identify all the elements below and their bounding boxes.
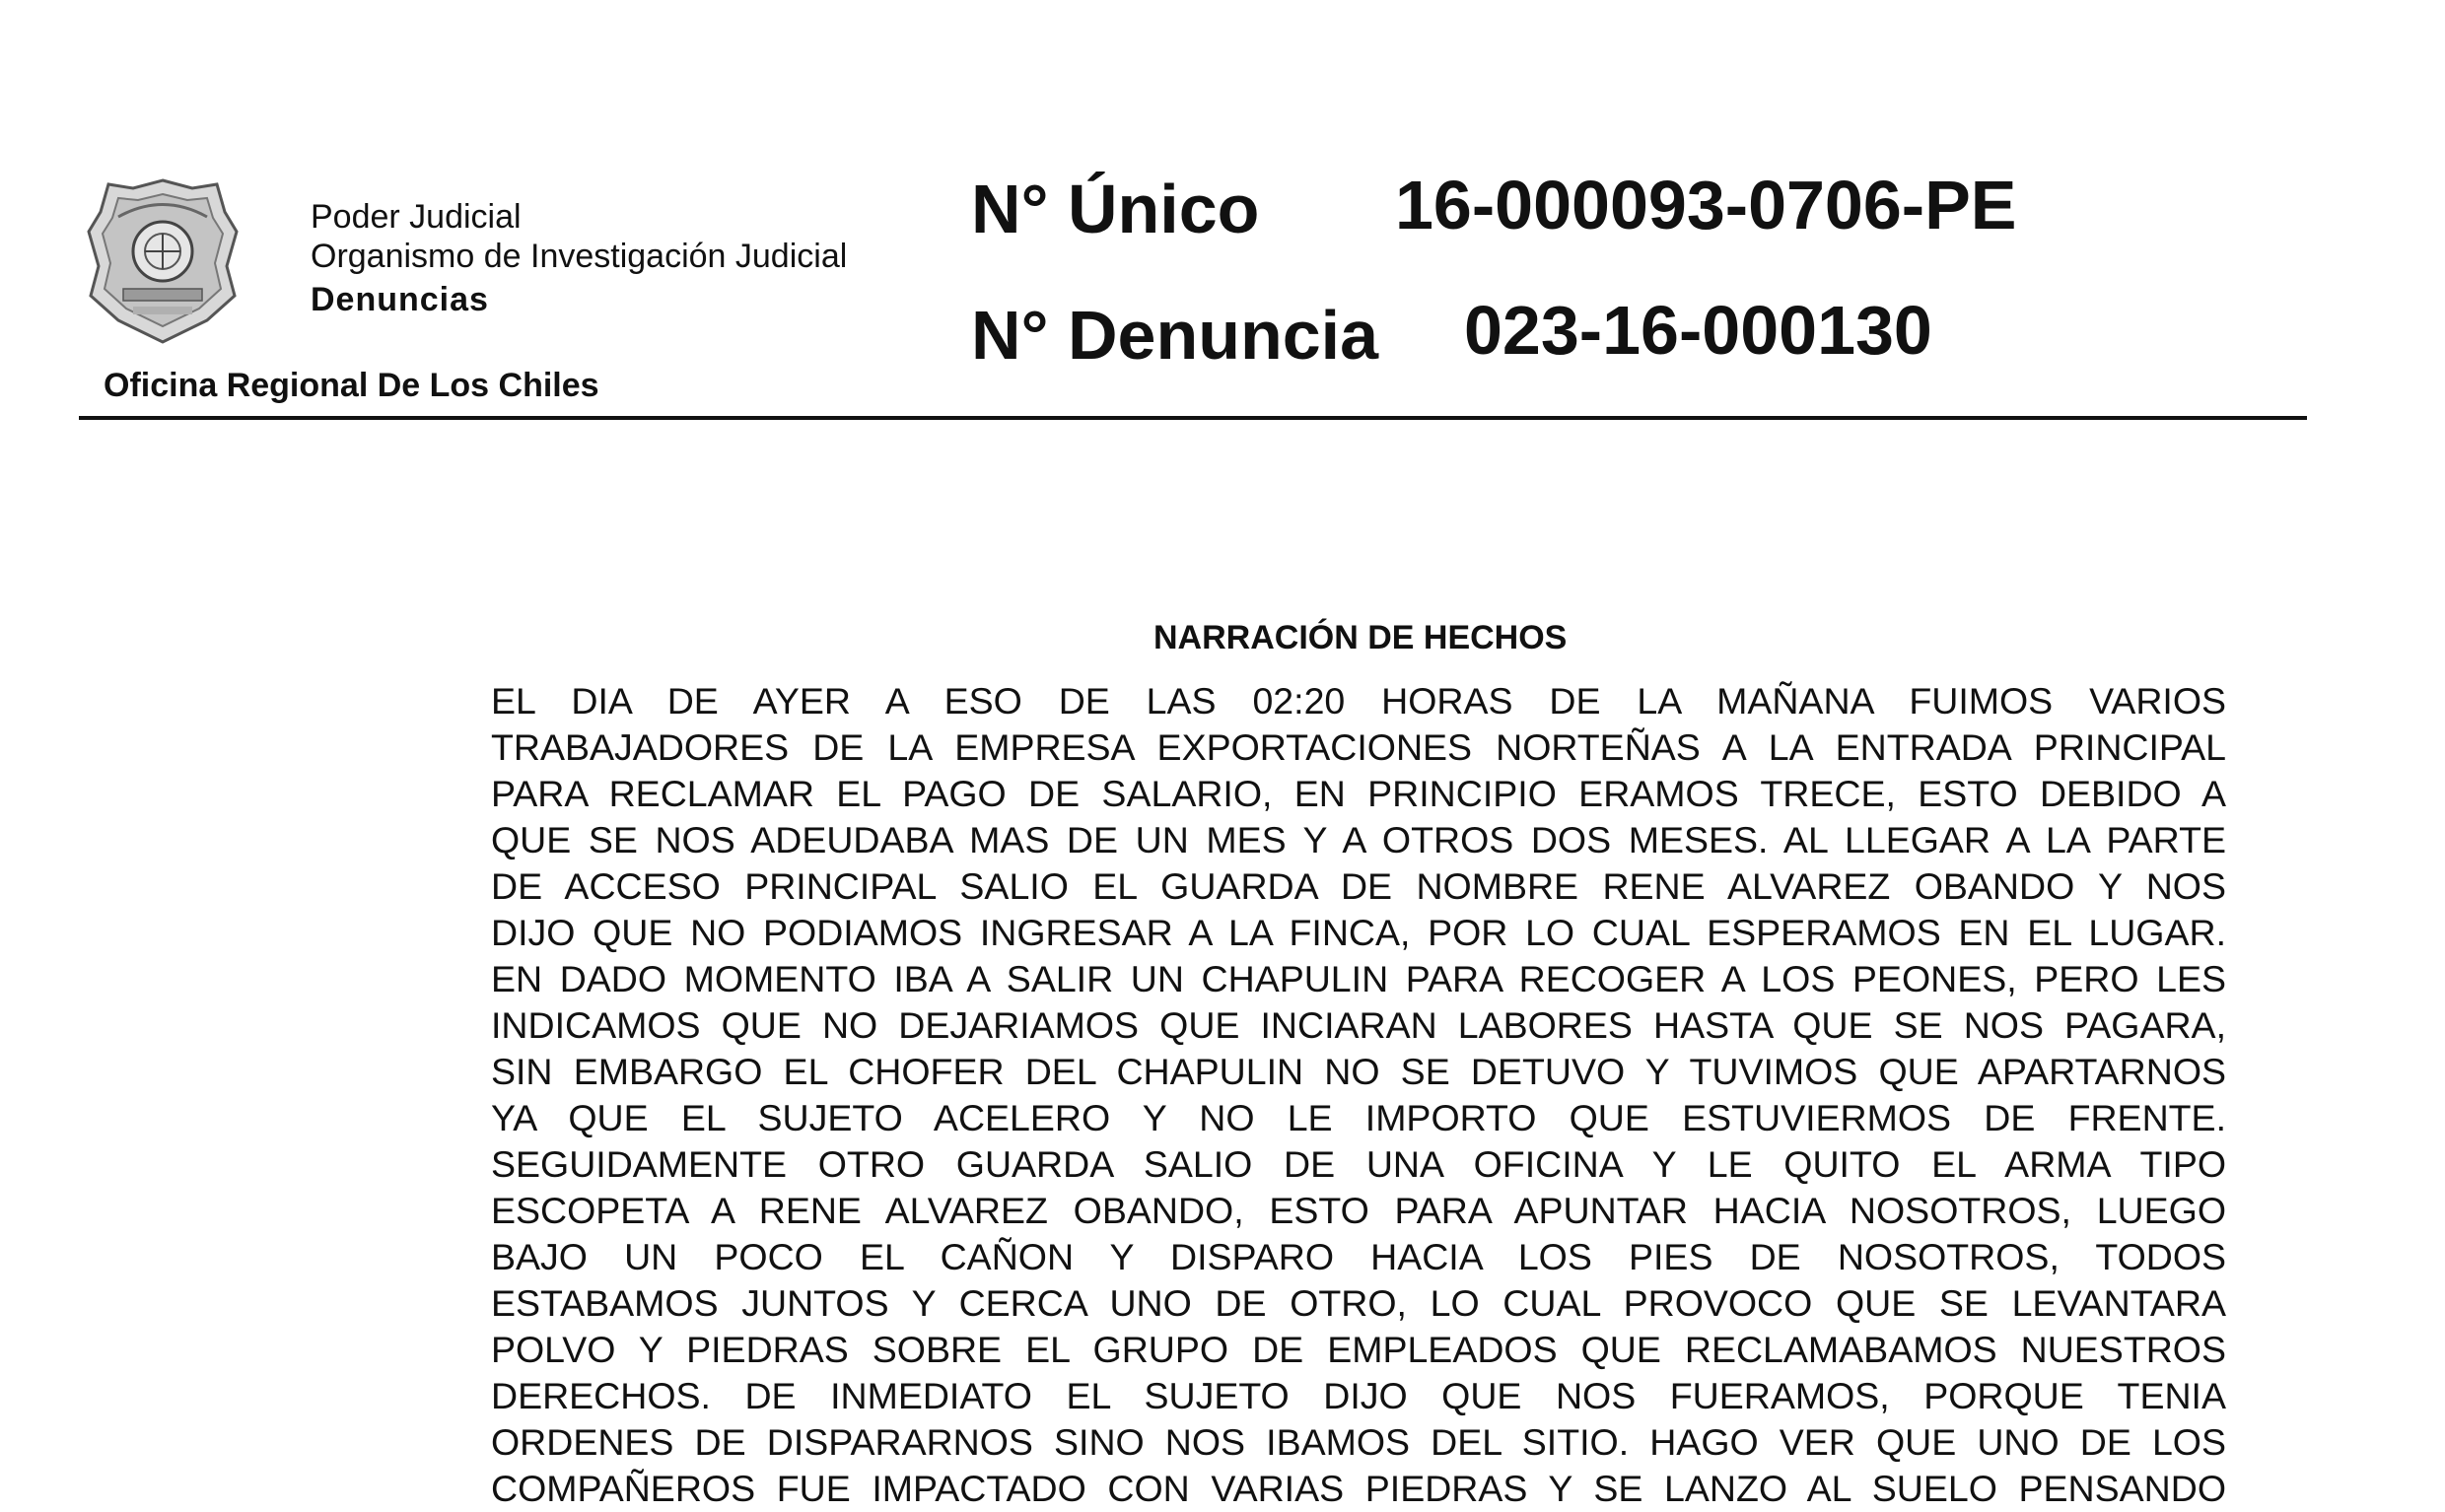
organization-subname: Organismo de Investigación Judicial — [311, 238, 848, 275]
narrative-line: EN DADO MOMENTO IBA A SALIR UN CHAPULIN PARA RECOGER A LOS PEONES, PERO LES — [491, 958, 2226, 999]
narrative-body — [491, 678, 2226, 1512]
narrative-line: TRABAJADORES DE LA EMPRESA EXPORTACIONES NORTEÑAS A LA ENTRADA PRINCIPAL — [491, 726, 2226, 768]
unico-value: 16-000093-0706-PE — [1395, 167, 2017, 243]
denuncia-label: N° Denuncia — [971, 297, 1379, 374]
section-heading: NARRACIÓN DE HECHOS — [1153, 619, 1568, 656]
organization-block — [311, 197, 847, 319]
narrative-line: INDICAMOS QUE NO DEJARIAMOS QUE INCIARAN LABORES HASTA QUE SE NOS PAGARA, — [491, 1004, 2226, 1046]
narrative-line: ORDENES DE DISPARARNOS SINO NOS IBAMOS DEL SITIO. HAGO VER QUE UNO DE LOS — [491, 1421, 2226, 1463]
department-name: Denuncias — [311, 281, 489, 318]
narrative-line: DERECHOS. DE INMEDIATO EL SUJETO DIJO QUE NOS FUERAMOS, PORQUE TENIA — [491, 1375, 2226, 1416]
narrative-line: SIN EMBARGO EL CHOFER DEL CHAPULIN NO SE DETUVO Y TUVIMOS QUE APARTARNOS — [491, 1051, 2226, 1092]
narrative-line: YA QUE EL SUJETO ACELERO Y NO LE IMPORTO QUE ESTUVIERMOS DE FRENTE. — [491, 1097, 2226, 1138]
narrative-line: POLVO Y PIEDRAS SOBRE EL GRUPO DE EMPLEADOS QUE RECLAMABAMOS NUESTROS — [491, 1329, 2226, 1370]
narrative-line: QUE SE NOS ADEUDABA MAS DE UN MES Y A OTROS DOS MESES. AL LLEGAR A LA PARTE — [491, 819, 2226, 860]
regional-office: Oficina Regional De Los Chiles — [104, 367, 599, 404]
narrative-line: BAJO UN POCO EL CAÑON Y DISPARO HACIA LOS PIES DE NOSOTROS, TODOS — [491, 1236, 2226, 1277]
unico-label: N° Único — [971, 171, 1260, 247]
oij-badge-seal-icon — [79, 172, 246, 350]
narrative-line: EL DIA DE AYER A ESO DE LAS 02:20 HORAS DE LA MAÑANA FUIMOS VARIOS — [491, 680, 2226, 722]
narrative-line: DIJO QUE NO PODIAMOS INGRESAR A LA FINCA, POR LO CUAL ESPERAMOS EN EL LUGAR. — [491, 912, 2226, 953]
narrative-line: DE ACCESO PRINCIPAL SALIO EL GUARDA DE NOMBRE RENE ALVAREZ OBANDO Y NOS — [491, 865, 2226, 907]
header-divider — [79, 416, 2307, 420]
narrative-line: PARA RECLAMAR EL PAGO DE SALARIO, EN PRINCIPIO ERAMOS TRECE, ESTO DEBIDO A — [491, 773, 2226, 814]
narrative-line: SEGUIDAMENTE OTRO GUARDA SALIO DE UNA OFICINA Y LE QUITO EL ARMA TIPO — [491, 1143, 2226, 1185]
organization-name: Poder Judicial — [311, 198, 522, 236]
narrative-line: ESTABAMOS JUNTOS Y CERCA UNO DE OTRO, LO CUAL PROVOCO QUE SE LEVANTARA — [491, 1282, 2226, 1324]
narrative-line: COMPAÑEROS FUE IMPACTADO CON VARIAS PIEDRAS Y SE LANZO AL SUELO PENSANDO — [491, 1468, 2226, 1509]
denuncia-value: 023-16-000130 — [1464, 292, 1932, 369]
narrative-line: ESCOPETA A RENE ALVAREZ OBANDO, ESTO PARA APUNTAR HACIA NOSOTROS, LUEGO — [491, 1190, 2226, 1231]
